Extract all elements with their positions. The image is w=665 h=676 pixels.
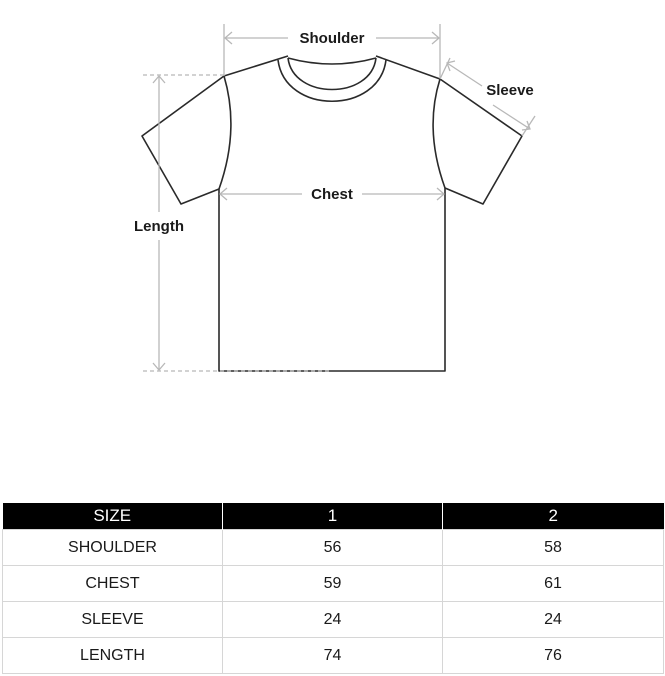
shoulder-label: Shoulder: [299, 30, 365, 47]
table-row: [3, 602, 664, 638]
sleeve-measure-line: [447, 63, 482, 86]
cell-value: 24: [223, 602, 443, 638]
collar-outer: [278, 60, 386, 101]
cell-value: 76: [443, 638, 664, 674]
row-label: LENGTH: [3, 638, 223, 674]
cell-value: 61: [443, 566, 664, 602]
header-size-2: 2: [443, 503, 664, 530]
header-size: SIZE: [3, 503, 223, 530]
table-row: [3, 530, 664, 566]
row-label: CHEST: [3, 566, 223, 602]
row-label: SHOULDER: [3, 530, 223, 566]
cell-value: 74: [223, 638, 443, 674]
cell-value: 56: [223, 530, 443, 566]
cell-value: 58: [443, 530, 664, 566]
table-row: [3, 638, 664, 674]
table-row: [3, 566, 664, 602]
size-chart-table: [2, 503, 664, 674]
sleeve-label: Sleeve: [486, 82, 534, 99]
length-label: Length: [134, 218, 184, 235]
chest-label: Chest: [311, 186, 353, 203]
shirt-body: [142, 56, 522, 371]
header-size-1: 1: [223, 503, 443, 530]
row-label: SLEEVE: [3, 602, 223, 638]
right-armhole: [433, 79, 445, 188]
cell-value: 24: [443, 602, 664, 638]
table-header-row: [3, 503, 664, 530]
tshirt-outline: [142, 56, 522, 371]
left-armhole: [219, 76, 231, 189]
collar-back: [288, 58, 376, 64]
cell-value: 59: [223, 566, 443, 602]
collar-inner: [288, 58, 376, 90]
